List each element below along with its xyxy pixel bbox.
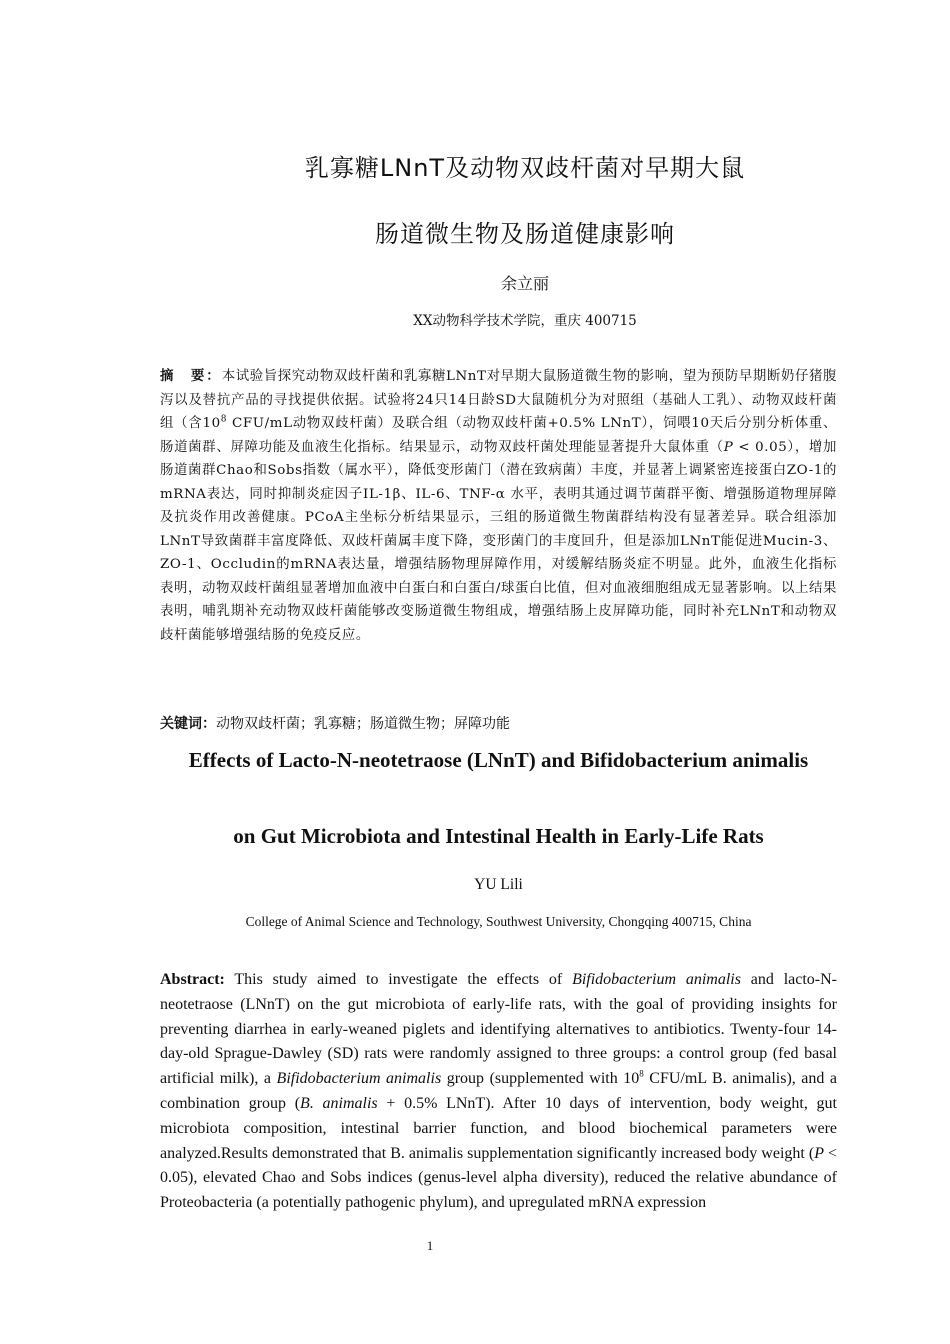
english-abstract — [160, 968, 837, 1218]
english-abstract-text-1: This study aimed to investigate the effects of — [224, 971, 573, 988]
chinese-abstract-text-1: 本试验旨探究动物双歧杆菌和乳寡糖LNnT对早期大鼠肠道微生物的影响，望为预防早期断奶仔猪腹泻以及替抗产品的寻找提供依据。试验将24只14日龄SD大鼠随机分为对照组（基础人工乳）、动物双歧杆菌组（含10 — [160, 369, 838, 431]
english-abstract-text-6: < 0.05), elevated Chao and Sobs indices (genus-level alpha diversity), reduced the relative abundance of Proteobacteria (a potentially pathogenic phylum), and upregulated mRNA expression — [160, 1144, 837, 1212]
chinese-abstract-text-2: CFU/mL动物双歧杆菌）及联合组（动物双歧杆菌+0.5% LNnT），饲喂10天后分别分析体重、肠道菌群、屏障功能及血液生化指标。结果显示，动物双歧杆菌处理能显著提升大鼠体重（ — [160, 416, 837, 455]
chinese-abstract-p-symbol: P — [723, 439, 734, 455]
english-abstract-text-2: and lacto-N-neotetraose (LNnT) on the gut microbiota of early-life rats, with the goal of providing insights for preventing diarrhea in early-weaned piglets and identifying alternatives to antibiotics. Twenty-four 14-day-old Sprague-Dawley (SD) rats were randomly assigned to three groups: a control group (fed basal artificial milk), a — [160, 971, 837, 1088]
chinese-affiliation: XX动物科学技术学院，重庆 400715 — [413, 313, 637, 329]
chinese-keywords-label: 关键词： — [160, 716, 216, 732]
chinese-title-line-1: 乳寡糖LNnT及动物双歧杆菌对早期大鼠 — [304, 154, 746, 182]
chinese-abstract — [160, 365, 837, 647]
chinese-keywords-text: 动物双歧杆菌；乳寡糖；肠道微生物；屏障功能 — [216, 716, 510, 732]
english-abstract-italic-1: Bifidobacterium animalis — [572, 971, 741, 988]
english-abstract-italic-3: B. animalis — [300, 1094, 378, 1112]
chinese-abstract-text-3: < 0.05），增加肠道菌群Chao和Sobs指数（属水平），降低变形菌门（潜在致病菌）丰度，并显著上调紧密连接蛋白ZO-1的mRNA表达，同时抑制炎症因子IL-1β、IL-6、TNF-α 水平，表明其通过调节菌群平衡、增强肠道物理屏障及抗炎作用改善健康。PCoA主坐标分析结果显示，三组的肠道微生物菌群结构没有显著差异。联合组添加LNnT导致菌群丰富度降低、双歧杆菌属丰度下降，变形菌门的丰度回升，但是添加LNnT能促进Mucin-3、ZO-1、Occludin的mRNA表达量，增强结肠物理屏障作用，对缓解结肠炎症不明显。此外，血液生化指标表明，动物双歧杆菌组显著增加血液中白蛋白和白蛋白/球蛋白比值，但对血液细胞组成无显著影响。以上结果表明，哺乳期补充动物双歧杆菌能够改变肠道微生物组成，增强结肠上皮屏障功能，同时补充LNnT和动物双歧杆菌能够增强结肠的免疫反应。 — [160, 439, 838, 643]
english-affiliation: College of Animal Science and Technology, Southwest University, Chongqing 400715, China — [245, 914, 752, 929]
chinese-author: 余立丽 — [500, 274, 549, 293]
page-number: 1 — [426, 1238, 434, 1253]
chinese-abstract-label: 摘 要： — [160, 369, 222, 384]
english-abstract-text-3: group (supplemented with 10 — [441, 1070, 640, 1088]
english-abstract-superscript: 8 — [639, 1068, 644, 1079]
english-abstract-italic-4: P — [814, 1144, 824, 1162]
chinese-abstract-superscript: 8 — [220, 414, 228, 425]
english-abstract-text-5: + 0.5% LNnT). After 10 days of intervention, body weight, gut microbiota composition, intestinal barrier function, and blood biochemical parameters were analyzed.Results demonstrated that B. animalis supplementation significantly increased body weight ( — [160, 1094, 837, 1162]
english-abstract-label: Abstract: — [160, 971, 225, 988]
chinese-keywords — [160, 713, 837, 733]
chinese-title-line-2: 肠道微生物及肠道健康影响 — [375, 220, 675, 248]
english-abstract-text-4: CFU/mL B. animalis), and a combination group ( — [160, 1070, 837, 1112]
english-abstract-italic-2: Bifidobacterium animalis — [276, 1070, 442, 1088]
english-author: YU Lili — [474, 876, 523, 893]
english-title-line-2: on Gut Microbiota and Intestinal Health in Early-Life Rats — [233, 824, 764, 848]
english-title-line-1: Effects of Lacto-N-neotetraose (LNnT) and Bifidobacterium animalis — [188, 748, 809, 772]
